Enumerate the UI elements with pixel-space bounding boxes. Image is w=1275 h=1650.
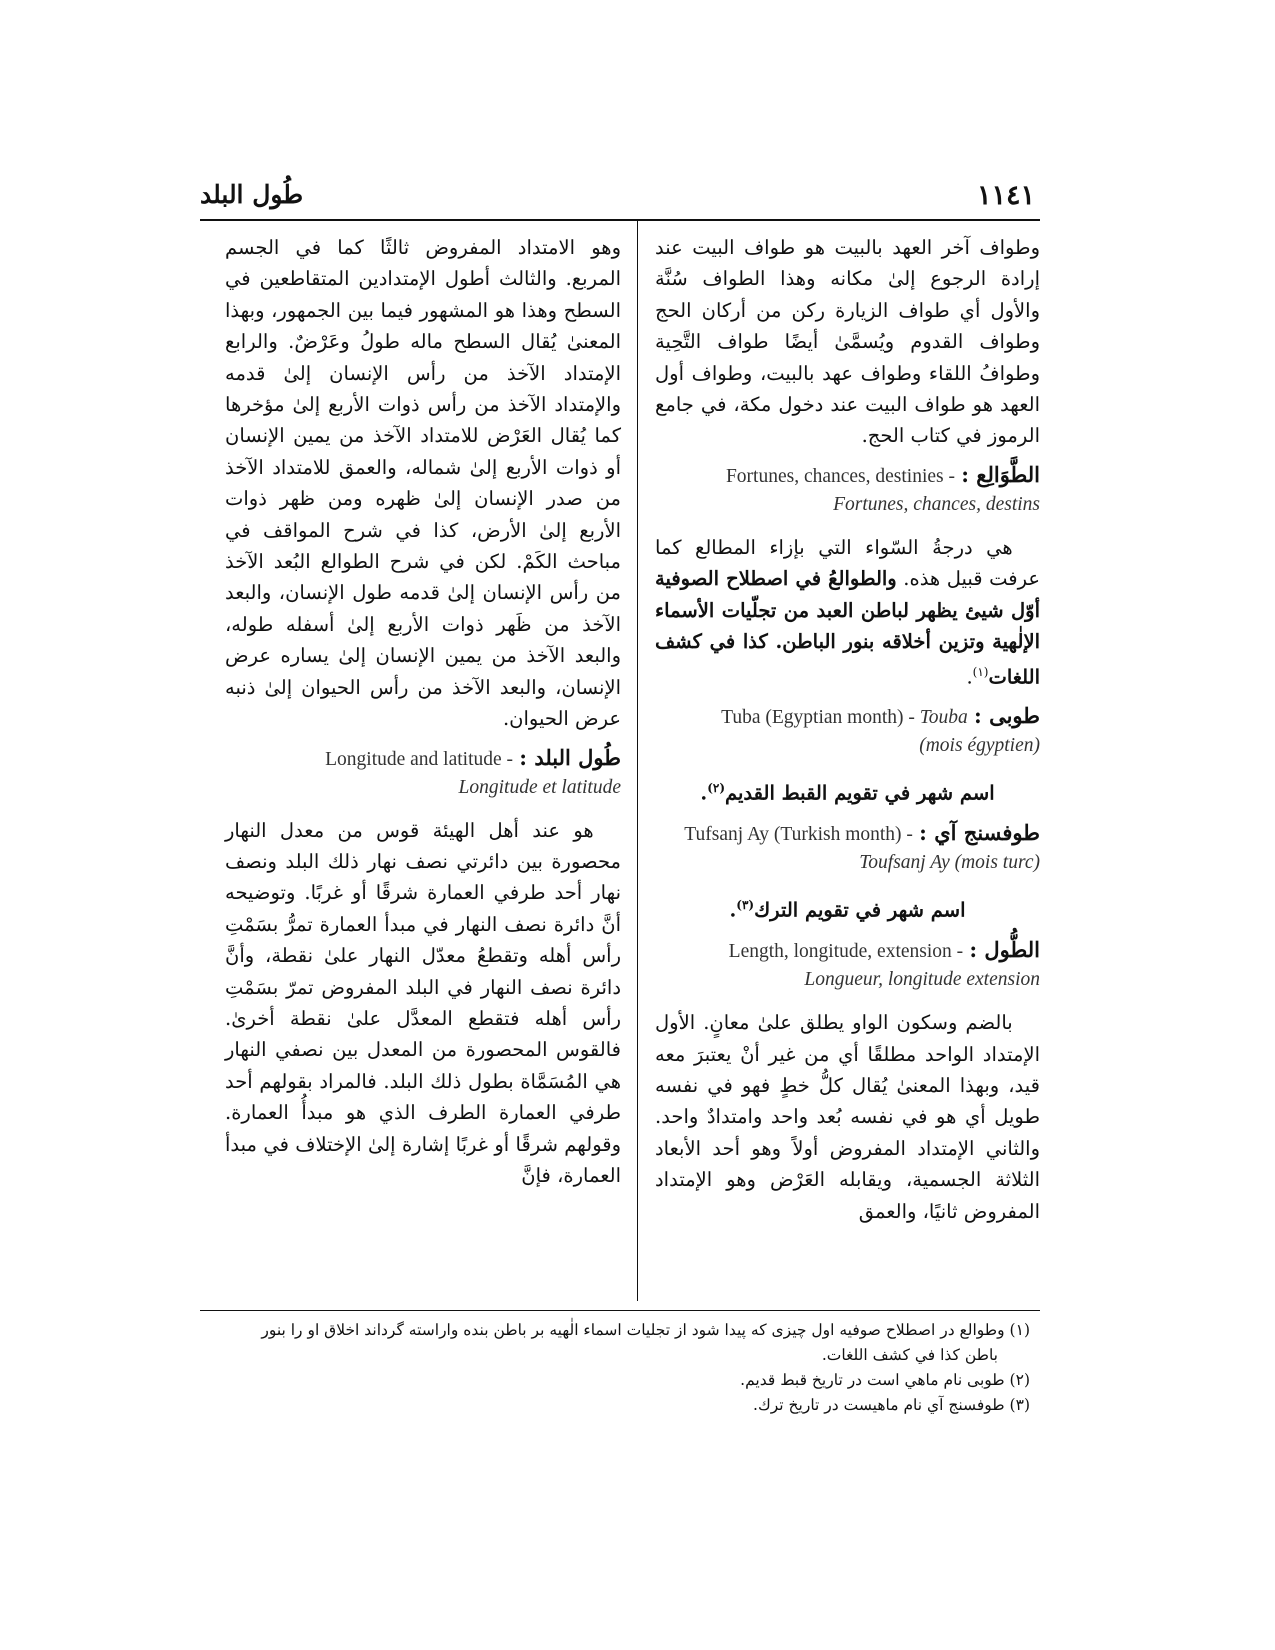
entry-headword: الطُّول : xyxy=(969,937,1040,963)
header-rule xyxy=(200,219,1040,221)
footnote-ref[interactable]: (٣) xyxy=(736,898,755,913)
dictionary-entry xyxy=(225,744,621,802)
paragraph-text: هي درجةُ السّواء التي بإزاء المطالع كما عرفت قبيل هذه. xyxy=(655,535,1041,591)
footnote-ref[interactable]: (٢) xyxy=(707,781,726,796)
footnote-rule xyxy=(200,1310,1040,1311)
paragraph: هو عند أهل الهيئة قوس من معدل النهار محصورة بين دائرتي نصف نهار ذلك البلد ونصف نهار أحد طرفي العمارة شرقًا أو غربًا. وتوضيحه أنَّ دائرة نصف النهار في مبدأ العمارة تمرُّ بسَمْتِ رأس أهله وتقطعُ معدّل النهار علىٰ نقطة، وأنَّ دائرة نصف النهار في البلد المفروض تمرّ بسَمْتِ رأس أهله فتقطع المعدَّل علىٰ نقطة أخرىٰ. فالقوس المحصورة من المعدل بين نصفي النهار هي المُسَمَّاة بطول ذلك البلد. فالمراد بقولهم أحد طرفي العمارة الطرف الذي هو مبدأُ العمارة. وقولهم شرقًا أو غربًا إشارة إلىٰ الإختلاف في مبدأ العمارة، فإنَّ xyxy=(225,818,621,1187)
entry-english: Longitude and latitude - xyxy=(325,748,514,770)
paragraph: هي درجةُ السّواء التي بإزاء المطالع كما عرفت قبيل هذه. والطوالعُ في اصطلاح الصوفية أوّل شيئ يظهر لباطن العبد من تجلّيات الأسماء الإلٰهية وتزين أخلاقه بنور الباطن. كذا في كشف اللغات$^{(١)}$. xyxy=(655,535,1041,689)
entry-english: Tufsanj Ay (Turkish month) - xyxy=(684,824,913,846)
footnote: (٢) طوبى نام ماهي است در تاريخ قبط قديم. xyxy=(740,1371,1030,1389)
entry-french: Longueur, longitude extension xyxy=(804,969,1040,991)
entry-english xyxy=(721,707,968,728)
dictionary-entry xyxy=(655,936,1040,994)
column-divider xyxy=(637,221,638,1301)
paragraph-bold-text: والطوالعُ في اصطلاح الصوفية أوّل شيئ يظهر لباطن العبد من تجلّيات الأسماء الإلٰهية وتزين أخلاقه بنور الباطن. كذا في كشف اللغات xyxy=(655,567,1040,689)
entry-headword: الطَّوَالِع : xyxy=(961,461,1040,487)
running-head: طُول البلد xyxy=(200,180,304,209)
entry-definition: اسم شهر في تقويم القبط القديم$^{(٢)}$. xyxy=(700,781,995,805)
entry-french: (mois égyptien) xyxy=(919,735,1040,757)
definition-text: اسم شهر في تقويم الترك xyxy=(754,898,966,922)
definition-text: اسم شهر في تقويم القبط القديم xyxy=(725,781,995,805)
left-column xyxy=(225,232,621,1191)
entry-french: Longitude et latitude xyxy=(458,776,621,798)
footnote-continuation: باطن كذا في كشف اللغات. xyxy=(821,1346,998,1364)
entry-english-text: Tuba (Egyptian month) - xyxy=(721,707,915,729)
entry-french: Toufsanj Ay (mois turc) xyxy=(859,852,1040,874)
entry-headword: طوبى : xyxy=(974,703,1040,729)
right-column xyxy=(655,232,1040,1227)
footnotes xyxy=(215,1318,1030,1418)
entry-english: Fortunes, chances, destinies - xyxy=(725,465,956,487)
footnote-text: (١) وطوالع در اصطلاح صوفيه اول چيزى كه پيدا شود از تجليات اسماء الٰهيه بر باطن بنده واراسته گرداند اخلاق او را بنور xyxy=(261,1321,1030,1339)
page-number: ١١٤١ xyxy=(976,180,1035,211)
footnote xyxy=(215,1318,1030,1368)
dictionary-entry xyxy=(655,461,1040,519)
footnote: (٣) طوفسنج آي نام ماهيست در تاريخ ترك. xyxy=(753,1396,1030,1414)
footnote-ref[interactable]: (١) xyxy=(972,665,989,680)
entry-french: Fortunes, chances, destins xyxy=(833,493,1040,515)
paragraph: وطواف آخر العهد بالبيت هو طواف البيت عند إرادة الرجوع إلىٰ مكانه وهذا الطواف سُنَّة والأول أي طواف الزيارة ركن من أركان الحج وطواف القدوم ويُسمَّىٰ أيضًا طواف التَّحِية وطوافُ اللقاء وطواف عهد بالبيت، وطواف أول العهد هو طواف البيت عند دخول مكة، في جامع الرموز في كتاب الحج. xyxy=(655,236,1040,448)
dictionary-entry xyxy=(655,702,1040,760)
entry-definition: اسم شهر في تقويم الترك$^{(٣)}$. xyxy=(729,898,966,922)
dictionary-entry xyxy=(655,819,1040,877)
entry-english-italic: Touba xyxy=(919,707,968,729)
paragraph: وهو الامتداد المفروض ثالثًا كما في الجسم المربع. والثالث أطول الإمتدادين المتقاطعين في السطح وهذا هو المشهور فيما بين الجمهور، وبهذا المعنىٰ يُقال السطح ماله طولُ وعَرْضٌ. والرابع الإمتداد الآخذ من رأس الإنسان إلىٰ قدمه والإمتداد الآخذ من رأس ذوات الأربع إلىٰ مؤخرها كما يُقال العَرْض للامتداد الآخذ من يمين الإنسان أو ذوات الأربع إلىٰ شماله، والعمق للامتداد الآخذ من صدر الإنسان إلىٰ ظهره ومن ظهر ذوات الأربع إلىٰ الأرض، كذا في شرح المواقف في مباحث الكَمْ. لكن في شرح الطوالع البُعد الآخذ من رأس الإنسان إلىٰ قدمه طول الإنسان، والبعد الآخذ من ظَهر ذوات الأربع إلىٰ أسفله طوله، والبعد الآخذ من يمين الإنسان إلىٰ يساره عرض الإنسان، والبعد الآخذ من رأس الحيوان إلىٰ ذنبه عرض الحيوان. xyxy=(225,236,621,731)
entry-english: Length, longitude, extension - xyxy=(728,941,964,963)
entry-headword: طُول البلد : xyxy=(519,744,621,770)
paragraph: بالضم وسكون الواو يطلق علىٰ معانٍ. الأول الإمتداد الواحد مطلقًا أي من غير أنْ يعتبرَ معه قيد، وبهذا المعنىٰ يُقال كلُّ خطٍ فهو في نفسه طويل أي هو في نفسه بُعد واحد وامتدادٌ واحد. والثاني الإمتداد المفروض أولاً وهو أحد الأبعاد الثلاثة الجسمية، ويقابله العَرْض وهو الإمتداد المفروض ثانيًا، والعمق xyxy=(655,1011,1040,1223)
page-header xyxy=(200,180,1035,220)
entry-headword: طوفسنج آي : xyxy=(919,820,1040,846)
